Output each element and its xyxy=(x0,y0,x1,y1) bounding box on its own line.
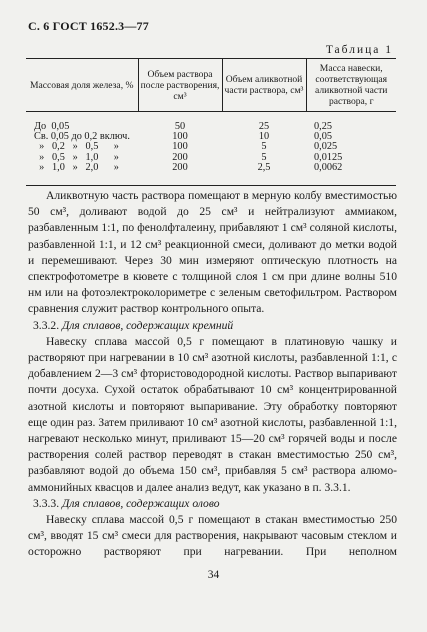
section-title: Для сплавов, содержащих кремний xyxy=(62,318,234,332)
table-caption: Таблица 1 xyxy=(325,44,393,56)
table-cell: » 0,5 » 1,0 » xyxy=(34,151,119,163)
section-heading-3-3-3 xyxy=(28,496,397,512)
table-bottom-rule xyxy=(26,173,396,186)
table-cell: 200 xyxy=(172,151,188,163)
table-header-row xyxy=(26,59,396,112)
table-cell: 0,0062 xyxy=(314,161,343,173)
paragraph: Аликвотную часть раствора помещают в мерную колбу вместимостью 50 см³, доливают водой до 25 см³ и нейтрализуют аммиаком, разбавленным 1:1, по фенолфталеину, прибавляют 1 см³ соляной кислоты, разбавленной 1:1, и 12 см³ реакционной смеси, доливают до метки водой и перемешивают. Через 30 мин измеряют оптическую плотность на спектрофотометре в кювете с толщиной слоя 1 см при длине волны 510 нм или на фотоэлектроколориметре с зеленым светофильтром. Раствором сравнения служит раствор контрольного опыта. xyxy=(28,189,397,316)
data-table xyxy=(26,58,396,186)
table-cell: 0,0125 xyxy=(314,151,343,163)
paragraph: Навеску сплава массой 0,5 г помещают в стакан вместимостью 250 см³, вводят 15 см³ смеси для растворения, накрывают часовым стеклом и осторожно растворяют при нагревании. При неполном xyxy=(28,513,397,559)
table-cell: » 0,2 » 0,5 » xyxy=(34,141,119,153)
body-text xyxy=(28,188,397,561)
section-heading-3-3-2 xyxy=(28,318,397,334)
table-cell: 50 xyxy=(174,121,186,132)
table-cell: 25 xyxy=(258,121,270,132)
column-header: Объем аликвотной части раствора, см³ xyxy=(222,59,306,112)
table-cell: » 1,0 » 2,0 » xyxy=(34,161,119,173)
column-header: Масса навески, соответствующая аликвотной части раствора, г xyxy=(306,59,396,112)
table-cell: 2,5 xyxy=(257,161,271,173)
table-cell: 0,025 xyxy=(314,141,338,153)
table-row xyxy=(26,163,396,173)
running-header: С. 6 ГОСТ 1652.3—77 xyxy=(28,19,149,33)
section-number: 3.3.3. xyxy=(33,496,60,510)
table-cell: 5 xyxy=(261,141,267,153)
table-cell: Св. 0,05 до 0,2 включ. xyxy=(34,131,130,143)
table-cell: 0,25 xyxy=(314,121,333,132)
table-cell: 5 xyxy=(261,151,267,163)
table-cell: 0,05 xyxy=(314,131,333,143)
table-cell: 100 xyxy=(172,131,188,143)
table-row xyxy=(26,112,396,133)
column-header: Объем раствора после растворения, см³ xyxy=(138,59,222,112)
section-title: Для сплавов, содержащих олово xyxy=(62,496,220,510)
column-header: Массовая доля железа, % xyxy=(26,59,138,112)
table-cell: До 0,05 xyxy=(34,121,70,132)
table-cell: 10 xyxy=(258,131,270,143)
paragraph: Навеску сплава массой 0,5 г помещают в платиновую чашку и растворяют при нагревании в 10 см³ азотной кислоты, разбавленной 1:1, с добавлением 2—3 см³ фтористоводородной кислоты. Раствор выпаривают почти досуха. Сухой остаток обрабатывают 10 см³ концентрированной азотной кислоты и повторяют выпаривание. Эту обработку повторяют еще один раз. Затем приливают 10 см³ азотной кислоты, разбавленной 1:1, нагревают несколько минут, приливают 15—20 см³ горячей воды и после растворения солей раствор переводят в стакан вместимостью 250 см³, разбавляют водой до объема 150 см³, прибавляя 5 см³ раствора алюмо-аммонийных квасцов и далее анализ ведут, как указано в п. 3.3.1. xyxy=(28,334,397,494)
section-number: 3.3.2. xyxy=(33,318,60,332)
table-cell: 100 xyxy=(172,141,188,153)
page-number: 34 xyxy=(207,569,220,581)
table-cell: 200 xyxy=(172,161,188,173)
